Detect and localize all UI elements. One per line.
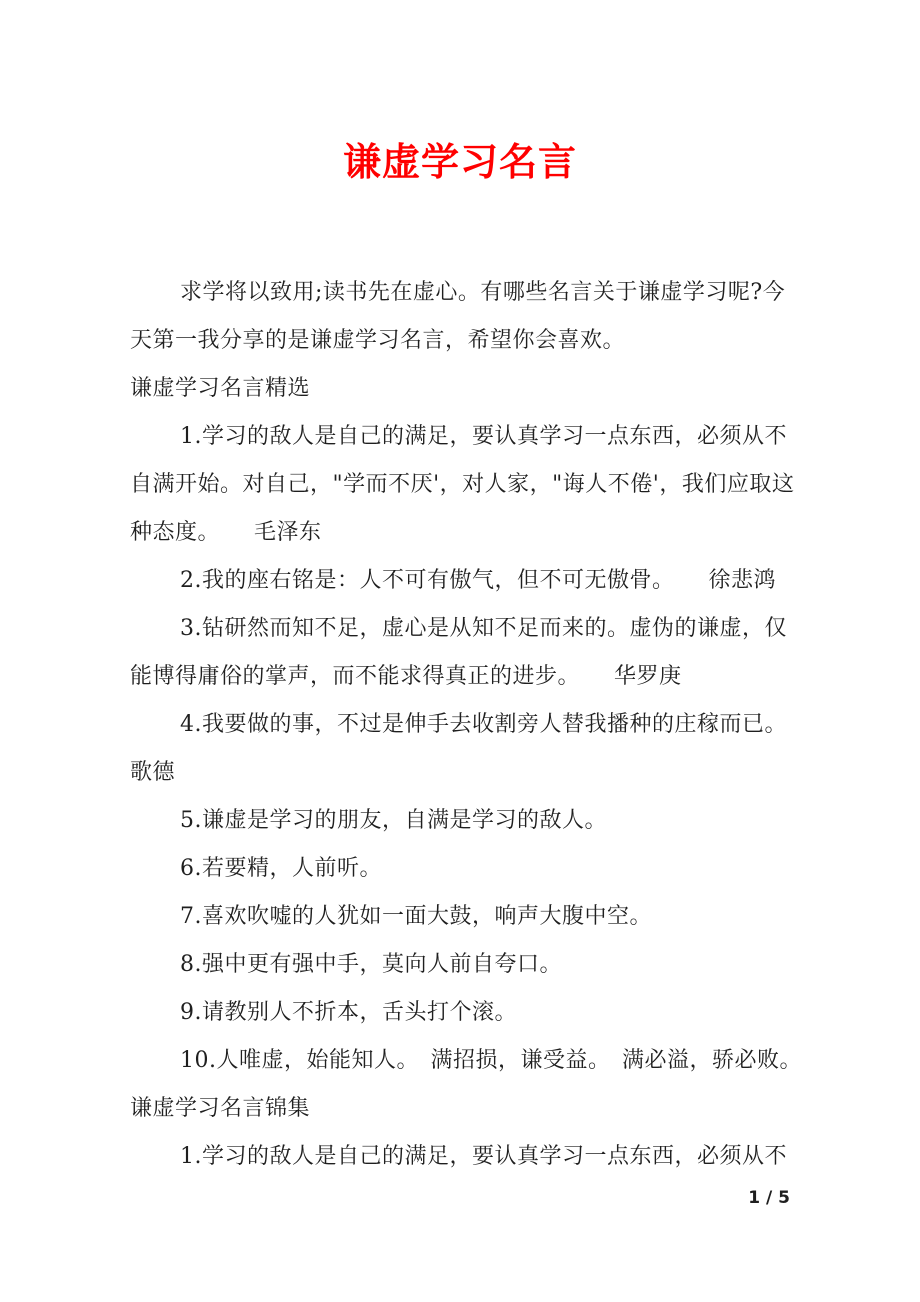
- text-line: 谦虚学习名言锦集: [130, 1096, 311, 1121]
- text-line: 天第一我分享的是谦虚学习名言，希望你会喜欢。: [130, 328, 626, 353]
- text-line: 10.人唯虚，始能知人。 满招损，谦受益。 满必溢，骄必败。: [180, 1048, 802, 1073]
- document-body: [130, 269, 800, 1181]
- text-line: 种态度。 毛泽东: [130, 520, 322, 545]
- text-line: 自满开始。对自己，"学而不厌'，对人家，"诲人不倦'，我们应取这: [130, 472, 795, 497]
- text-line: 1.学习的敌人是自己的满足，要认真学习一点东西，必须从不: [180, 424, 787, 449]
- text-line: 1.学习的敌人是自己的满足，要认真学习一点东西，必须从不: [180, 1144, 787, 1169]
- document-title: 谦虚学习名言: [342, 139, 577, 184]
- text-line: 8.强中更有强中手，莫向人前自夸口。: [180, 952, 562, 977]
- text-line: 3.钻研然而知不足，虚心是从知不足而来的。虚伪的谦虚，仅: [180, 616, 787, 641]
- text-line: 谦虚学习名言精选: [130, 376, 311, 401]
- text-line: 2.我的座右铭是：人不可有傲气，但不可无傲骨。 徐悲鸿: [180, 568, 776, 593]
- text-line: 歌德: [130, 760, 176, 785]
- page-number: 1 / 5: [748, 1188, 790, 1208]
- text-line: 4.我要做的事，不过是伸手去收割旁人替我播种的庄稼而已。: [180, 712, 787, 737]
- text-line: 5.谦虚是学习的朋友，自满是学习的敌人。: [180, 808, 607, 833]
- text-line: 6.若要精，人前听。: [180, 856, 382, 881]
- text-line: 求学将以致用;读书先在虚心。有哪些名言关于谦虚学习呢?今: [180, 280, 786, 305]
- text-line: 7.喜欢吹嘘的人犹如一面大鼓，响声大腹中空。: [180, 904, 652, 929]
- text-line: 9.请教别人不折本，舌头打个滚。: [180, 1000, 517, 1025]
- text-line: 能博得庸俗的掌声，而不能求得真正的进步。 华罗庚: [130, 664, 682, 689]
